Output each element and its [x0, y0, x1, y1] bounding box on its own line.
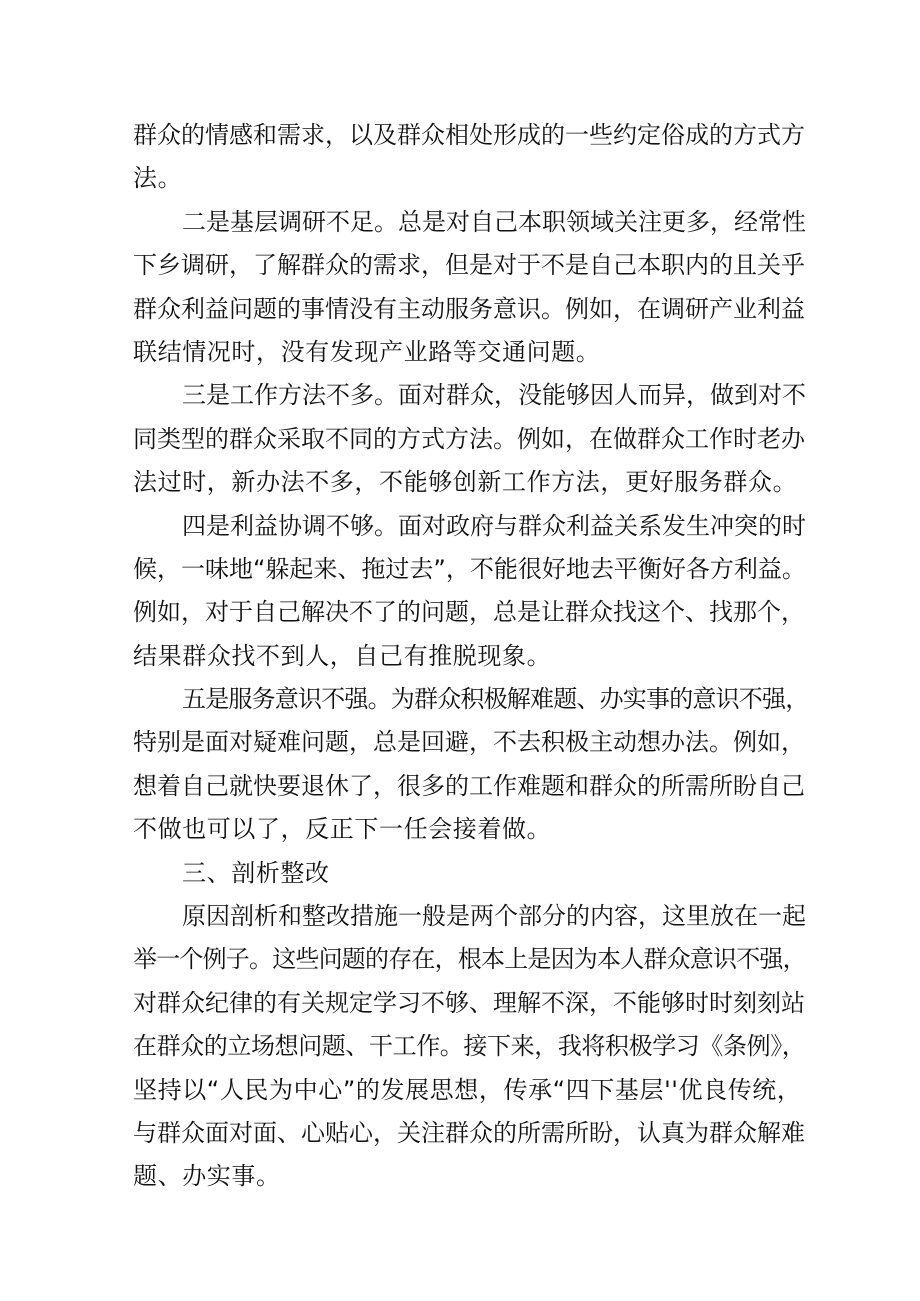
text-line: 特别是面对疑难问题，总是回避，不去积极主动想办法。例如，	[133, 728, 805, 757]
text-line: 在群众的立场想问题、干工作。接下来，我将积极学习《条例》，	[133, 1032, 806, 1061]
text-line: 举一个例子。这些问题的存在，根本上是因为本人群众意识不强，	[133, 945, 806, 974]
text-line: 群众利益问题的事情没有主动服务意识。例如，在调研产业利益	[133, 294, 805, 323]
document-body	[133, 114, 809, 1199]
paragraph-start-line: 五是服务意识不强。为群众积极解难题、办实事的意识不强，	[182, 685, 809, 714]
text-line: 与群众面对面、心贴心，关注群众的所需所盼，认真为群众解难	[133, 1118, 805, 1147]
paragraph-start-line: 三是工作方法不多。面对群众，没能够因人而异，做到对不	[182, 381, 806, 410]
text-line: 群众的情感和需求，以及群众相处形成的一些约定俗成的方式方	[133, 121, 805, 149]
text-line: 候，一味地“躲起来、拖过去”，不能很好地去平衡好各方利益。	[133, 554, 806, 583]
text-line: 不做也可以了，反正下一任会接着做。	[133, 815, 552, 844]
text-line: 题、办实事。	[133, 1162, 281, 1191]
text-line: 例如，对于自己解决不了的问题，总是让群众找这个、找那个，	[133, 598, 805, 627]
text-line: 法过时，新办法不多，不能够创新工作方法，更好服务群众。	[133, 468, 798, 497]
text-line: 想着自己就快要退休了，很多的工作难题和群众的所需所盼自己	[133, 771, 805, 800]
paragraph-start-line: 原因剖析和整改措施一般是两个部分的内容，这里放在一起	[182, 902, 806, 931]
text-line: 同类型的群众采取不同的方式方法。例如，在做群众工作时老办	[133, 424, 805, 453]
text-line: 坚持以“人民为中心”的发展思想，传承“四下基层''优良传统，	[133, 1075, 802, 1104]
text-line: 对群众纪律的有关规定学习不够、理解不深，不能够时时刻刻站	[133, 988, 805, 1017]
paragraph-start-line: 四是利益协调不够。面对政府与群众利益关系发生冲突的时	[182, 511, 806, 540]
paragraph-start-line: 二是基层调研不足。总是对自己本职领域关注更多，经常性	[182, 207, 806, 236]
text-line: 法。	[133, 164, 183, 193]
text-line: 下乡调研，了解群众的需求，但是对于不是自己本职内的且关乎	[133, 251, 805, 280]
section-heading: 三、剖析整改	[182, 858, 330, 887]
text-line: 联结情况时，没有发现产业路等交通问题。	[133, 337, 601, 366]
text-line: 结果群众找不到人，自己有推脱现象。	[133, 641, 552, 670]
